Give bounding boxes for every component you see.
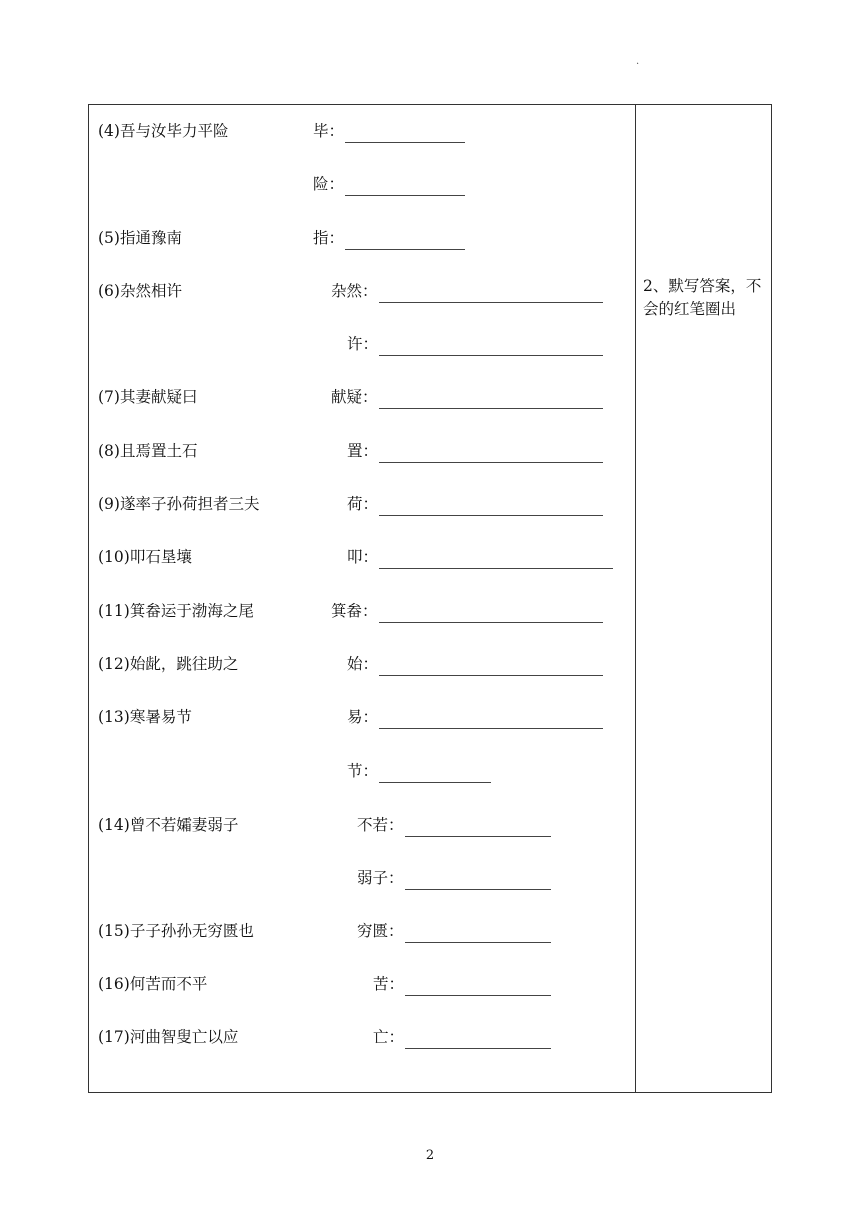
answer-label: 易： [347, 708, 379, 726]
answer-label: 荷： [347, 495, 379, 513]
question-text: (5)指通豫南 [98, 229, 182, 247]
answer-label: 置： [347, 442, 379, 460]
answer-blank[interactable] [405, 977, 551, 996]
question-text: (14)曾不若孀妻弱子 [98, 816, 239, 834]
answer-blank[interactable] [345, 124, 465, 143]
question-text: (15)子子孙孙无穷匮也 [98, 922, 254, 940]
exercise-table [88, 104, 772, 1093]
answer-label: 苦： [373, 975, 405, 993]
answer-blank[interactable] [379, 604, 603, 623]
answer-label: 不若： [357, 816, 404, 834]
answer-blank[interactable] [405, 924, 551, 943]
header-dot: . [636, 56, 640, 67]
answer-label: 杂然： [331, 282, 378, 300]
question-text: (4)吾与汝毕力平险 [98, 122, 229, 140]
question-text: (7)其妻献疑曰 [98, 388, 198, 406]
answer-blank[interactable] [379, 497, 603, 516]
question-text: (10)叩石垦壤 [98, 548, 192, 566]
answer-blank[interactable] [379, 657, 603, 676]
answer-blank[interactable] [379, 284, 603, 303]
answer-blank[interactable] [379, 710, 603, 729]
answer-label: 弱子： [357, 869, 404, 887]
answer-blank[interactable] [405, 871, 551, 890]
question-text: (8)且焉置土石 [98, 442, 198, 460]
answer-label: 始： [347, 655, 379, 673]
answer-blank[interactable] [379, 764, 491, 783]
side-note: 2、默写答案，不会的红笔圈出 [643, 277, 762, 318]
question-text: (12)始龀，跳往助之 [98, 655, 239, 673]
answer-label: 箕畚： [331, 602, 378, 620]
question-text: (6)杂然相许 [98, 282, 182, 300]
answer-label: 节： [347, 762, 379, 780]
answer-blank[interactable] [379, 337, 603, 356]
answer-blank[interactable] [405, 818, 551, 837]
answer-label: 指： [313, 229, 345, 247]
answer-blank[interactable] [345, 177, 465, 196]
question-text: (9)遂率子孙荷担者三夫 [98, 495, 260, 513]
answer-label: 许： [347, 335, 379, 353]
answer-label: 穷匮： [357, 922, 404, 940]
question-text: (17)河曲智叟亡以应 [98, 1028, 239, 1046]
question-text: (16)何苦而不平 [98, 975, 208, 993]
answer-blank[interactable] [405, 1030, 551, 1049]
page-number: 2 [425, 1148, 435, 1163]
answer-blank[interactable] [379, 444, 603, 463]
answer-label: 毕： [313, 122, 345, 140]
column-divider [635, 105, 636, 1092]
question-text: (11)箕畚运于渤海之尾 [98, 602, 254, 620]
question-text: (13)寒暑易节 [98, 708, 192, 726]
answer-label: 叩： [347, 548, 379, 566]
answer-blank[interactable] [379, 550, 613, 569]
answer-label: 亡： [373, 1028, 405, 1046]
answer-label: 险： [313, 175, 345, 193]
answer-blank[interactable] [379, 390, 603, 409]
answer-blank[interactable] [345, 231, 465, 250]
answer-label: 献疑： [331, 388, 378, 406]
